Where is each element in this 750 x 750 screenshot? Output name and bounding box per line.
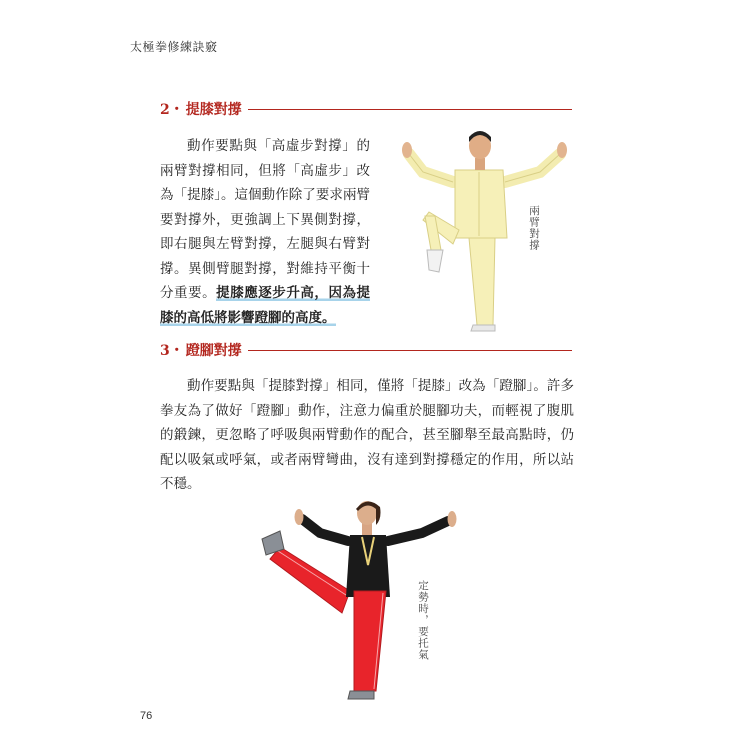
section-2-rule — [248, 109, 572, 110]
section-2-number: 2・ — [160, 102, 184, 118]
section-3-heading — [160, 338, 572, 362]
figure-1-caption: 兩臂對撐 — [528, 205, 540, 251]
section-3-paragraph: 動作要點與「提膝對撐」相同，僅將「提膝」改為「蹬腳」。許多拳友為了做好「蹬腳」動作，注意力偏重於腿腳功夫，而輕視了腹肌的鍛鍊，更忽略了呼吸與兩臂動作的配合，甚至腳舉至最高點時，仍配以吸氣或呼氣，或者兩臂彎曲，沒有達到對撐穩定的作用，所以站不穩。 — [160, 378, 574, 492]
page-number: 76 — [140, 710, 153, 722]
section-2-heading — [160, 97, 572, 121]
section-3-title: 蹬腳對撐 — [185, 343, 242, 359]
photo-heel-kick-figure — [250, 495, 470, 705]
section-2-emphasis: 提膝應逐步升高，因為提膝的高低將影響蹬腳的高度。 — [160, 285, 371, 326]
section-3-rule — [248, 350, 572, 351]
section-2-title: 提膝對撐 — [185, 102, 242, 118]
photo-knee-raise-figure — [395, 120, 575, 335]
section-2-paragraph — [160, 134, 370, 330]
figure-2-caption: 定勢時，要托氣 — [417, 580, 429, 661]
section-3-number: 3・ — [160, 343, 184, 359]
section-2-text: 動作要點與「高虛步對撐」的兩臂對撐相同，但將「高虛步」改為「提膝」。這個動作除了要求兩臂要對撐外，更強調上下異側對撐，即右腿與左臂對撐，左腿與右臂對撐。異側臂腿對撐，對維持平衡十分重要。 — [160, 138, 370, 301]
running-head: 太極拳修練訣竅 — [130, 40, 218, 54]
